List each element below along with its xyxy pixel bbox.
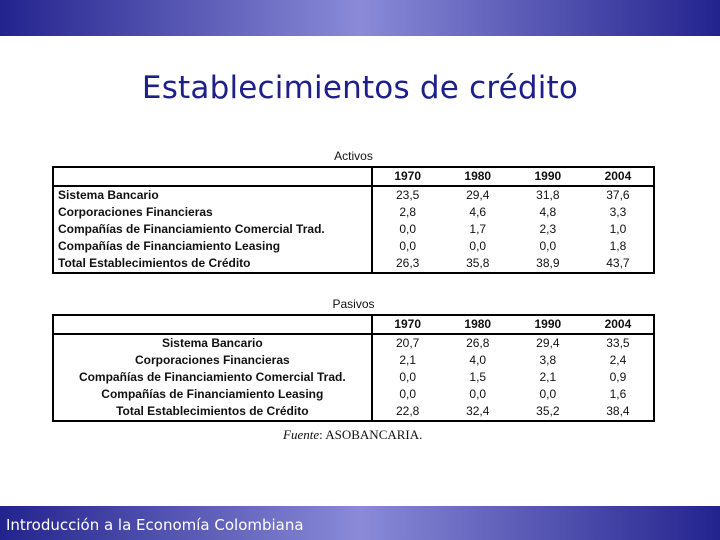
cell-value: 35,8: [466, 256, 490, 270]
activos-year-header: 2004: [583, 167, 654, 186]
table-row: [53, 334, 654, 352]
cell-value: 26,8: [466, 336, 490, 350]
top-decorative-band: [0, 0, 720, 36]
cell-value: 2,1: [539, 370, 557, 384]
cell-value: 26,3: [395, 256, 420, 270]
table-row: [53, 204, 654, 221]
cell-value: 1,6: [609, 387, 627, 401]
pasivos-year-header: 2004: [583, 315, 654, 334]
cell-value: 38,9: [536, 256, 560, 270]
row-label: Sistema Bancario: [53, 334, 372, 352]
cell-value: 0,0: [399, 387, 416, 401]
cell-value: 0,0: [399, 239, 416, 253]
pasivos-header-blank: [53, 315, 372, 334]
cell-value: 37,6: [606, 188, 630, 202]
source-text: : ASOBANCARIA.: [319, 427, 423, 442]
activos-table: [52, 166, 655, 274]
cell-value: 23,5: [395, 188, 420, 202]
cell-value: 33,5: [606, 336, 630, 350]
row-label: Compañías de Financiamiento Comercial Trad.: [53, 221, 372, 238]
row-label: Corporaciones Financieras: [53, 204, 372, 221]
table-row: [53, 221, 654, 238]
cell-value: 1,0: [609, 222, 627, 236]
pasivos-year-header: 1970: [372, 315, 443, 334]
cell-value: 1,8: [609, 239, 627, 253]
pasivos-caption: Pasivos: [332, 297, 375, 311]
cell-value: 2,4: [609, 353, 627, 367]
table-row: [53, 369, 654, 386]
pasivos-year-header: 1990: [513, 315, 583, 334]
cell-value: 0,0: [469, 239, 487, 253]
cell-value: 22,8: [395, 404, 420, 418]
cell-value: 2,3: [539, 222, 557, 236]
cell-value: 0,0: [539, 387, 557, 401]
cell-value: 1,7: [469, 222, 487, 236]
cell-value: 4,0: [469, 353, 487, 367]
cell-value: 4,8: [539, 205, 557, 219]
cell-value: 4,6: [469, 205, 487, 219]
table-row: [53, 238, 654, 255]
cell-value: 29,4: [536, 336, 560, 350]
cell-value: 0,9: [609, 370, 627, 384]
source-label: Fuente: [283, 427, 320, 442]
cell-value: 0,0: [399, 222, 416, 236]
cell-value: 3,3: [609, 205, 627, 219]
activos-year-header: 1970: [372, 167, 443, 186]
source-note: [283, 427, 422, 443]
activos-caption: Activos: [334, 149, 373, 163]
activos-year-header: 1980: [443, 167, 513, 186]
row-label: Compañías de Financiamiento Leasing: [53, 386, 372, 403]
cell-value: 0,0: [469, 387, 487, 401]
slide-title: Establecimientos de crédito: [141, 70, 579, 106]
table-row: [53, 352, 654, 369]
table-row: [53, 386, 654, 403]
cell-value: 2,8: [399, 205, 416, 219]
row-label: Total Establecimientos de Crédito: [53, 403, 372, 421]
cell-value: 29,4: [466, 188, 490, 202]
row-label: Corporaciones Financieras: [53, 352, 372, 369]
row-label: Compañías de Financiamiento Comercial Trad.: [53, 369, 372, 386]
pasivos-table: [52, 314, 655, 422]
activos-year-header: 1990: [513, 167, 583, 186]
cell-value: 3,8: [539, 353, 557, 367]
activos-header-blank: [53, 167, 372, 186]
pasivos-header-row: [53, 315, 654, 334]
cell-value: 35,2: [536, 404, 560, 418]
cell-value: 20,7: [395, 336, 420, 350]
pasivos-year-header: 1980: [443, 315, 513, 334]
cell-value: 32,4: [466, 404, 490, 418]
row-label: Sistema Bancario: [53, 186, 372, 204]
row-label: Total Establecimientos de Crédito: [53, 255, 372, 273]
cell-value: 1,5: [469, 370, 487, 384]
table-row: [53, 255, 654, 273]
table-row: [53, 403, 654, 421]
cell-value: 31,8: [536, 188, 560, 202]
row-label: Compañías de Financiamiento Leasing: [53, 238, 372, 255]
cell-value: 0,0: [539, 239, 557, 253]
cell-value: 43,7: [606, 256, 630, 270]
table-row: [53, 186, 654, 204]
cell-value: 2,1: [399, 353, 416, 367]
cell-value: 0,0: [399, 370, 416, 384]
cell-value: 38,4: [606, 404, 630, 418]
activos-header-row: [53, 167, 654, 186]
footer-text: Introducción a la Economía Colombiana: [6, 516, 304, 534]
